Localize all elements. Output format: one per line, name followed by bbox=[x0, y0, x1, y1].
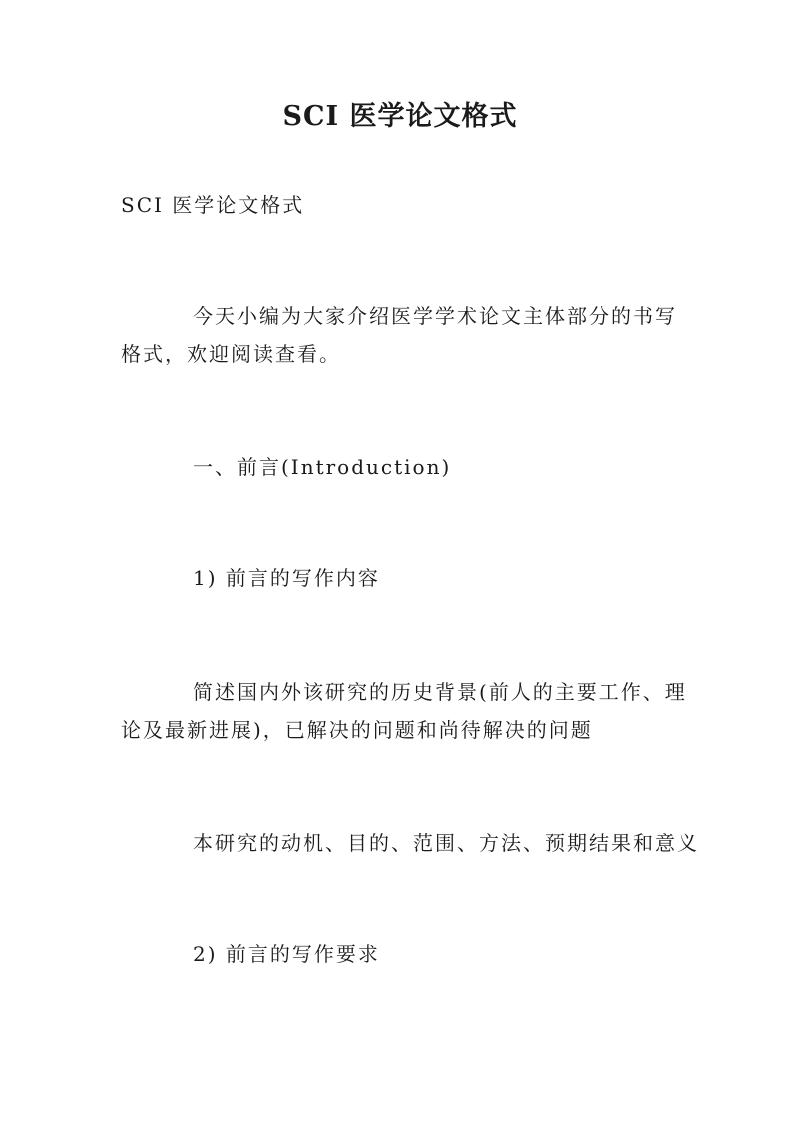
document-title: SCI 医学论文格式 bbox=[282, 101, 518, 132]
subheading-writing-content: 1) 前言的写作内容 bbox=[193, 566, 380, 590]
history-line-1: 简述国内外该研究的历史背景(前人的主要工作、理 bbox=[193, 680, 687, 704]
history-paragraph bbox=[121, 673, 687, 749]
document-subtitle: SCI 医学论文格式 bbox=[121, 193, 305, 217]
intro-line-1: 今天小编为大家介绍医学学术论文主体部分的书写 bbox=[193, 304, 677, 328]
section-heading-introduction: 一、前言(Introduction) bbox=[193, 455, 452, 479]
intro-paragraph bbox=[121, 297, 687, 373]
motivation-paragraph: 本研究的动机、目的、范围、方法、预期结果和意义 bbox=[193, 831, 699, 855]
history-line-2: 论及最新进展)，已解决的问题和尚待解决的问题 bbox=[121, 718, 593, 742]
subheading-writing-requirements: 2) 前言的写作要求 bbox=[193, 942, 380, 966]
intro-line-2: 格式，欢迎阅读查看。 bbox=[121, 342, 341, 366]
